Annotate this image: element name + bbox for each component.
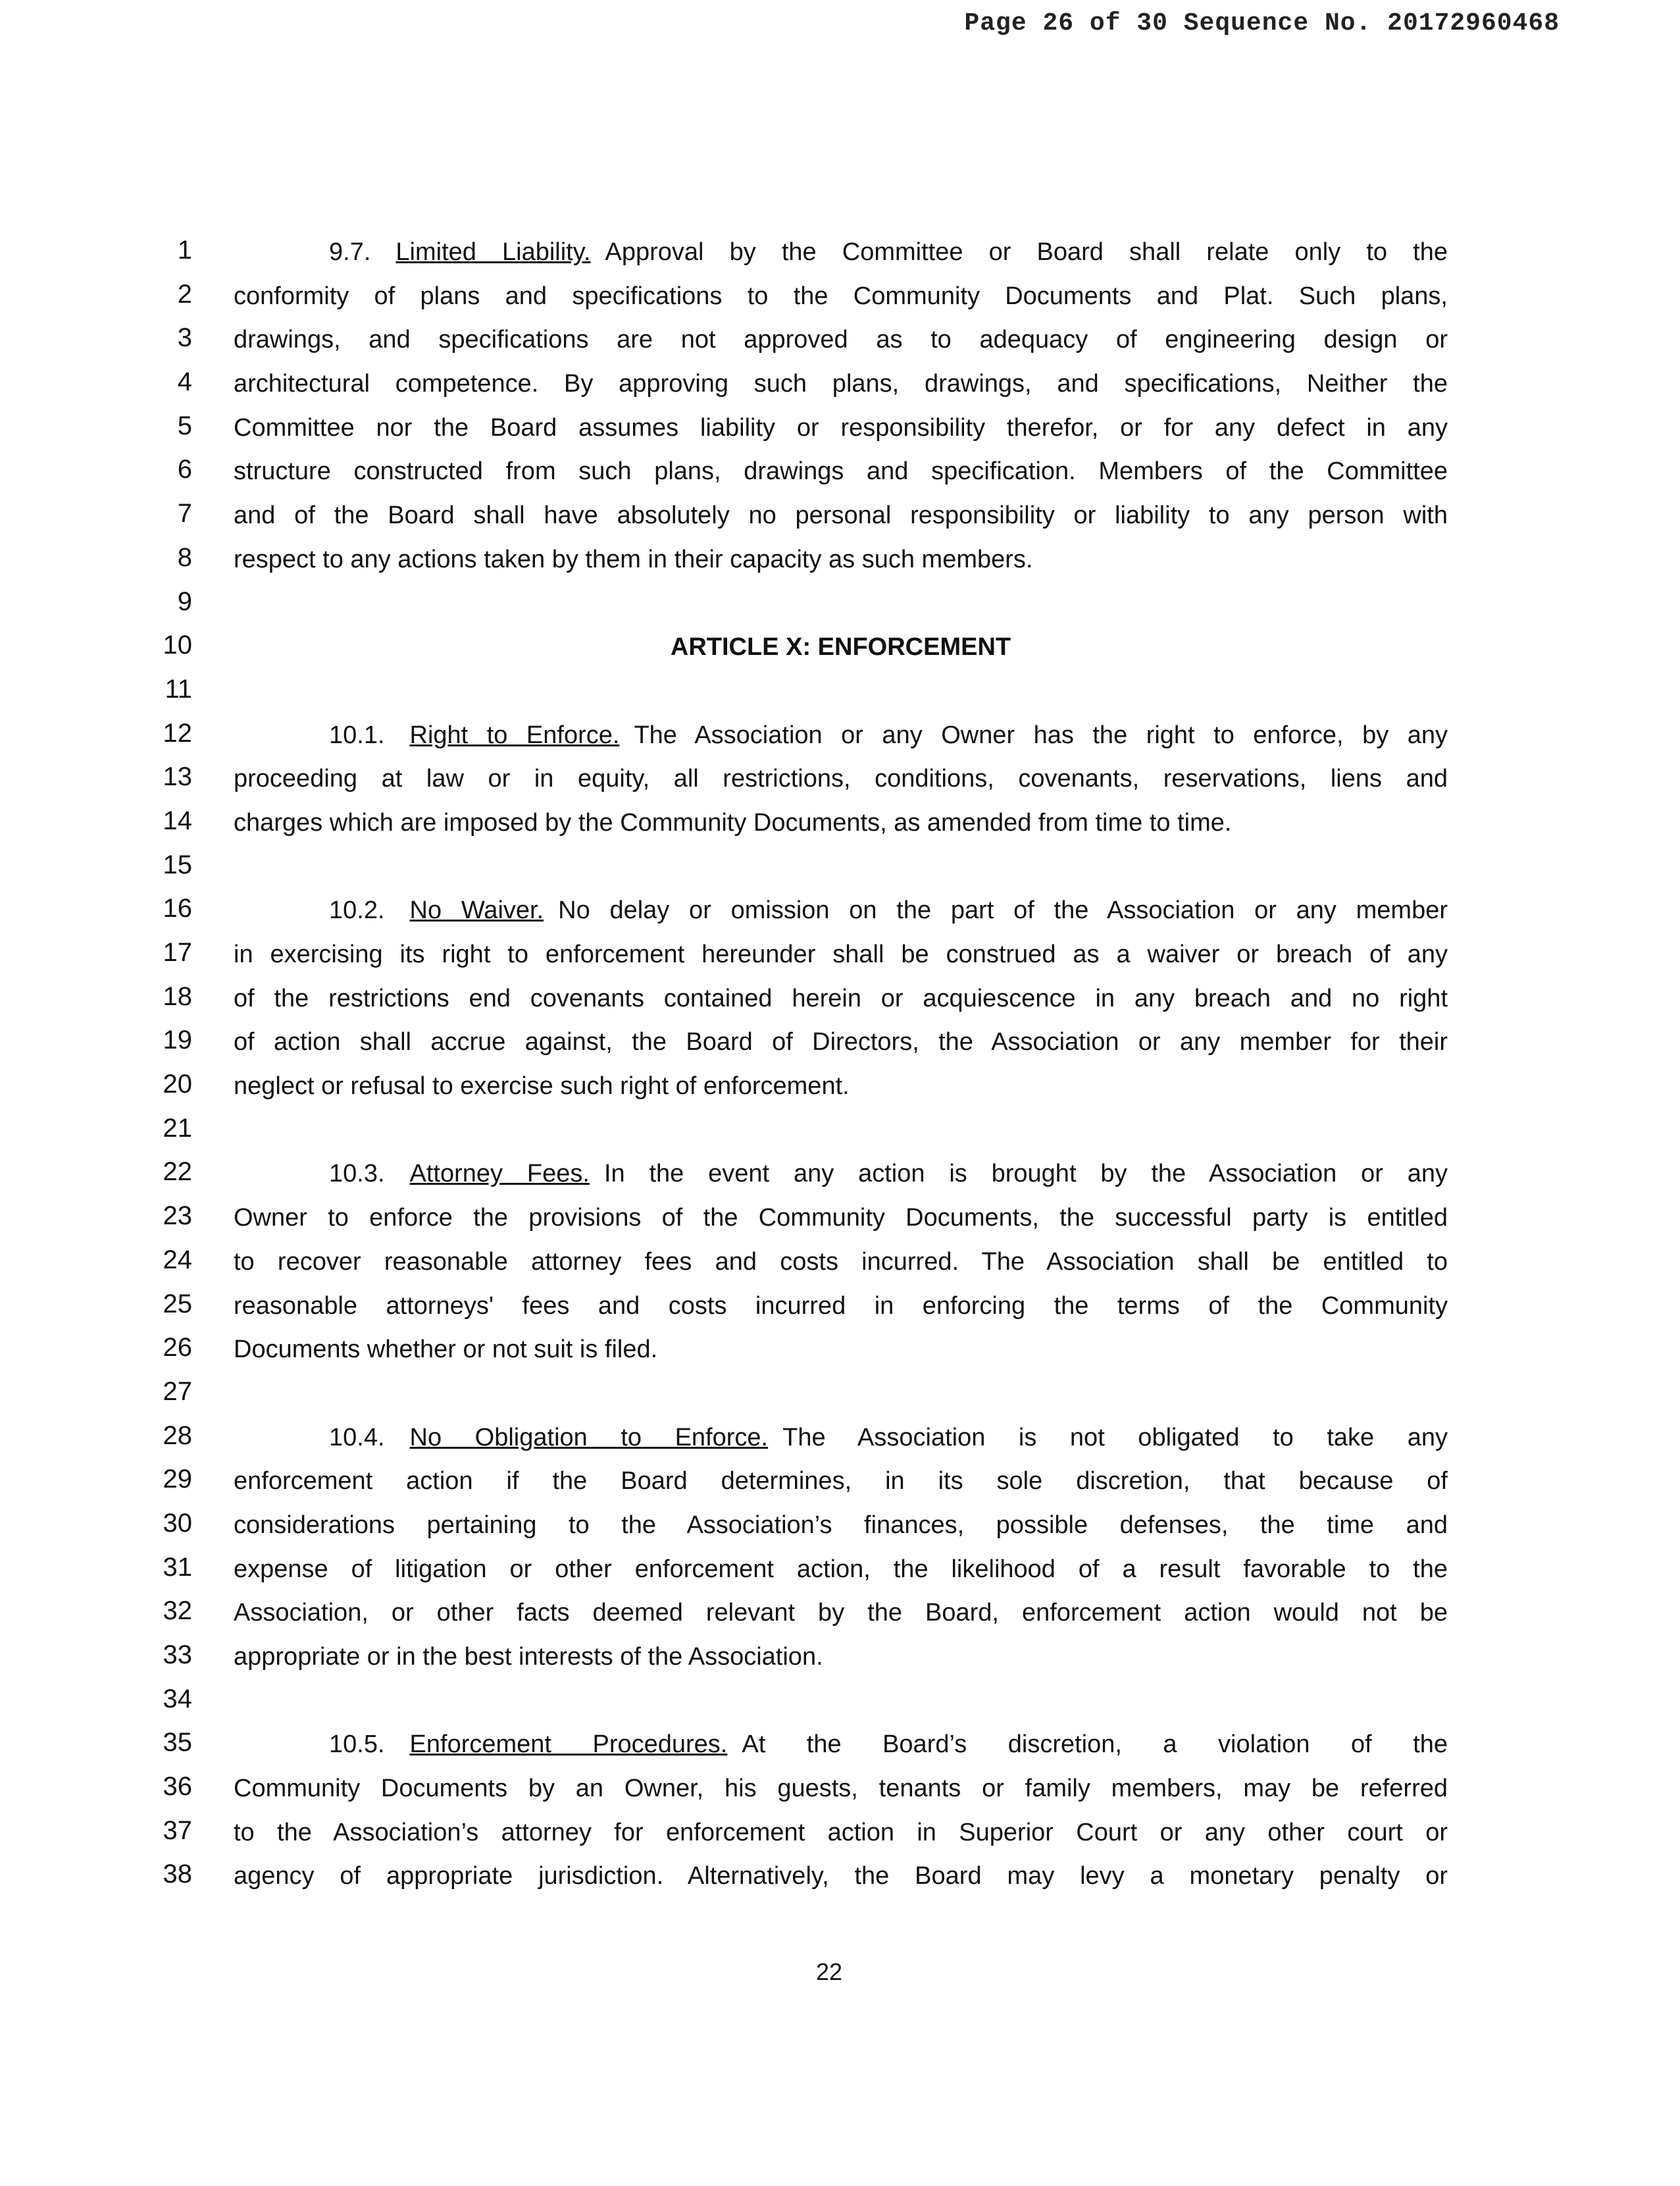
- document-line: [0, 1816, 1680, 1860]
- line-text: [234, 1114, 1448, 1147]
- line-number: 36: [163, 1772, 192, 1802]
- line-content: and of the Board shall have absolutely no personal responsibility or liability to any person with: [234, 502, 1448, 530]
- line-text: [234, 543, 1448, 576]
- document-line: [0, 631, 1680, 675]
- line-content: Committee nor the Board assumes liability or responsibility therefor, or for any defect in any: [234, 413, 1448, 442]
- line-number: 2: [177, 279, 192, 309]
- document-line: [0, 894, 1680, 938]
- line-content: reasonable attorneys' fees and costs incurred in enforcing the terms of the Community: [234, 1291, 1448, 1320]
- line-text: [234, 675, 1448, 708]
- line-content: Approval by the Committee or Board shall relate only to the: [605, 238, 1448, 266]
- line-number: 34: [163, 1684, 192, 1713]
- document-line: [0, 1465, 1680, 1509]
- line-number: 5: [177, 411, 192, 440]
- document-line: [0, 367, 1680, 411]
- document-line: [0, 455, 1680, 499]
- line-content: No delay or omission on the part of the Association or any member: [558, 897, 1448, 925]
- section-title: Enforcement Procedures.: [409, 1731, 728, 1759]
- line-text: [234, 982, 1448, 1015]
- line-number: 1: [177, 236, 192, 265]
- line-content: Community Documents by an Owner, his guests, tenants or family members, may be referred: [234, 1775, 1448, 1803]
- line-number: 35: [163, 1728, 192, 1757]
- line-text: [234, 806, 1448, 839]
- line-number: 31: [163, 1552, 192, 1582]
- document-line: [0, 280, 1680, 324]
- line-text: [234, 1026, 1448, 1058]
- line-text: [234, 850, 1448, 883]
- document-line: [0, 543, 1680, 587]
- line-number: 27: [163, 1376, 192, 1406]
- line-number: 19: [163, 1026, 192, 1055]
- line-number: 25: [163, 1289, 192, 1318]
- line-number: 10: [163, 631, 192, 660]
- document-line: [0, 719, 1680, 763]
- line-text: [234, 1684, 1448, 1717]
- line-content: to the Association’s attorney for enforcement action in Superior Court or any other court or: [234, 1818, 1448, 1846]
- document-line: [0, 1026, 1680, 1070]
- line-number: 16: [163, 894, 192, 924]
- document-line: [0, 1114, 1680, 1158]
- line-number: 20: [163, 1070, 192, 1099]
- line-text: [234, 499, 1448, 532]
- line-number: 14: [163, 806, 192, 835]
- line-number: 15: [163, 850, 192, 879]
- line-content: drawings, and specifications are not approved as to adequacy of engineering design or: [234, 326, 1448, 354]
- line-number: 11: [165, 674, 192, 704]
- document-line: [0, 411, 1680, 455]
- section-title: Right to Enforce.: [409, 721, 620, 749]
- page-number: 22: [816, 1958, 843, 1985]
- line-content: proceeding at law or in equity, all restrictions, conditions, covenants, reservations, liens and: [234, 765, 1448, 793]
- document-line: [0, 1728, 1680, 1772]
- article-heading: [234, 631, 1448, 664]
- document-line: [0, 1377, 1680, 1421]
- section-title: Limited Liability.: [395, 238, 591, 266]
- line-text: [234, 1377, 1448, 1410]
- line-number: 4: [177, 367, 192, 397]
- document-line: [0, 1245, 1680, 1289]
- document-line: [0, 1421, 1680, 1465]
- line-number: 30: [163, 1508, 192, 1538]
- section-title: No Obligation to Enforce.: [409, 1423, 769, 1451]
- document-line: [0, 1860, 1680, 1904]
- line-text: [234, 1201, 1448, 1234]
- line-text: [234, 1465, 1448, 1497]
- line-number: 33: [163, 1640, 192, 1669]
- line-content: enforcement action if the Board determines, in its sole discretion, that because of: [234, 1467, 1448, 1496]
- document-line: [0, 850, 1680, 895]
- line-content: ARTICLE X: ENFORCEMENT: [670, 633, 1011, 662]
- line-number: 8: [177, 542, 192, 572]
- line-text: [234, 455, 1448, 488]
- line-content: The Association or any Owner has the right to enforce, by any: [634, 721, 1448, 749]
- line-number: 13: [163, 762, 192, 792]
- fax-header: Page 26 of 30 Sequence No. 20172960468: [964, 9, 1560, 38]
- line-content: of the restrictions end covenants contained herein or acquiescence in any breach and no right: [234, 984, 1448, 1012]
- line-text: [234, 1245, 1448, 1278]
- document-line: [0, 1640, 1680, 1684]
- document-line: [0, 1070, 1680, 1114]
- line-number: 17: [163, 938, 192, 967]
- line-number: 24: [163, 1245, 192, 1274]
- document-line: [0, 982, 1680, 1026]
- line-number: 38: [163, 1860, 192, 1889]
- line-content: appropriate or in the best interests of the Association.: [234, 1643, 823, 1671]
- line-number: 12: [163, 718, 192, 748]
- line-content: At the Board’s discretion, a violation of the: [742, 1731, 1448, 1759]
- line-content: of action shall accrue against, the Board of Directors, the Association or any member for their: [234, 1028, 1448, 1056]
- line-number: 6: [177, 455, 192, 484]
- line-text: [234, 938, 1448, 971]
- line-text: [234, 411, 1448, 444]
- line-text: [329, 719, 1448, 752]
- line-number: 9: [177, 586, 192, 616]
- document-line: [0, 587, 1680, 631]
- line-number: 32: [163, 1596, 192, 1626]
- line-content: structure constructed from such plans, drawings and specification. Members of the Committee: [234, 457, 1448, 486]
- line-content: in exercising its right to enforcement hereunder shall be construed as a waiver or breach of any: [234, 941, 1448, 968]
- line-content: Documents whether or not suit is filed.: [234, 1336, 658, 1364]
- line-text: [234, 1333, 1448, 1366]
- line-text: [234, 280, 1448, 313]
- line-text: [234, 1596, 1448, 1629]
- document-line: [0, 1684, 1680, 1729]
- line-content: Owner to enforce the provisions of the Community Documents, the successful party is entitled: [234, 1204, 1448, 1232]
- section-number: 10.5.: [329, 1731, 385, 1759]
- section-number: 9.7.: [329, 238, 371, 266]
- line-number: 7: [177, 499, 192, 529]
- line-text: [234, 1509, 1448, 1542]
- line-text: [234, 1860, 1448, 1892]
- section-title: Attorney Fees.: [409, 1160, 590, 1188]
- document-line: [0, 1289, 1680, 1334]
- line-text: [234, 1816, 1448, 1849]
- line-text: [234, 367, 1448, 400]
- line-content: to recover reasonable attorney fees and costs incurred. The Association shall be entitled to: [234, 1247, 1448, 1276]
- line-content: considerations pertaining to the Association’s finances, possible defenses, the time and: [234, 1511, 1448, 1539]
- line-text: [234, 587, 1448, 620]
- line-text: [329, 894, 1448, 927]
- line-number: 18: [163, 981, 192, 1011]
- line-number: 21: [163, 1113, 192, 1143]
- document-line: [0, 236, 1680, 280]
- document-line: [0, 1157, 1680, 1201]
- line-content: Association, or other facts deemed relevant by the Board, enforcement action would not be: [234, 1599, 1448, 1627]
- line-content: The Association is not obligated to take any: [782, 1423, 1448, 1451]
- line-content: conformity of plans and specifications to the Community Documents and Plat. Such plans,: [234, 282, 1448, 310]
- document-line: [0, 1772, 1680, 1816]
- document-body: [0, 236, 1680, 1904]
- section-number: 10.1.: [329, 721, 385, 749]
- line-text: [234, 762, 1448, 795]
- line-number: 23: [163, 1201, 192, 1231]
- line-number: 29: [163, 1465, 192, 1494]
- line-text: [234, 1640, 1448, 1673]
- document-line: [0, 323, 1680, 367]
- document-line: [0, 762, 1680, 806]
- line-number: 37: [163, 1815, 192, 1845]
- line-content: charges which are imposed by the Community Documents, as amended from time to time.: [234, 808, 1232, 837]
- line-content: agency of appropriate jurisdiction. Alternatively, the Board may levy a monetary penalty or: [234, 1862, 1448, 1890]
- document-line: [0, 1509, 1680, 1553]
- section-number: 10.3.: [329, 1160, 385, 1188]
- line-text: [234, 1070, 1448, 1103]
- document-line: [0, 938, 1680, 982]
- document-line: [0, 1333, 1680, 1377]
- line-text: [329, 1421, 1448, 1454]
- section-number: 10.2.: [329, 897, 385, 925]
- line-content: architectural competence. By approving such plans, drawings, and specifications, Neither the: [234, 370, 1448, 398]
- line-text: [329, 1157, 1448, 1190]
- document-line: [0, 1596, 1680, 1640]
- line-number: 26: [163, 1333, 192, 1363]
- line-text: [234, 323, 1448, 356]
- line-number: 28: [163, 1420, 192, 1450]
- line-number: 22: [163, 1157, 192, 1187]
- line-content: In the event any action is brought by the Association or any: [603, 1160, 1448, 1188]
- line-content: expense of litigation or other enforcement action, the likelihood of a result favorable to the: [234, 1555, 1448, 1583]
- line-text: [234, 1289, 1448, 1322]
- line-text: [234, 1772, 1448, 1805]
- document-line: [0, 675, 1680, 719]
- line-text: [329, 1728, 1448, 1761]
- document-line: [0, 499, 1680, 543]
- line-content: respect to any actions taken by them in their capacity as such members.: [234, 545, 1033, 573]
- section-title: No Waiver.: [409, 897, 544, 925]
- line-number: 3: [177, 323, 192, 353]
- line-text: [329, 236, 1448, 269]
- document-line: [0, 806, 1680, 850]
- section-number: 10.4.: [329, 1423, 385, 1451]
- line-text: [234, 1553, 1448, 1586]
- document-line: [0, 1553, 1680, 1597]
- line-content: neglect or refusal to exercise such right of enforcement.: [234, 1072, 850, 1101]
- document-line: [0, 1201, 1680, 1245]
